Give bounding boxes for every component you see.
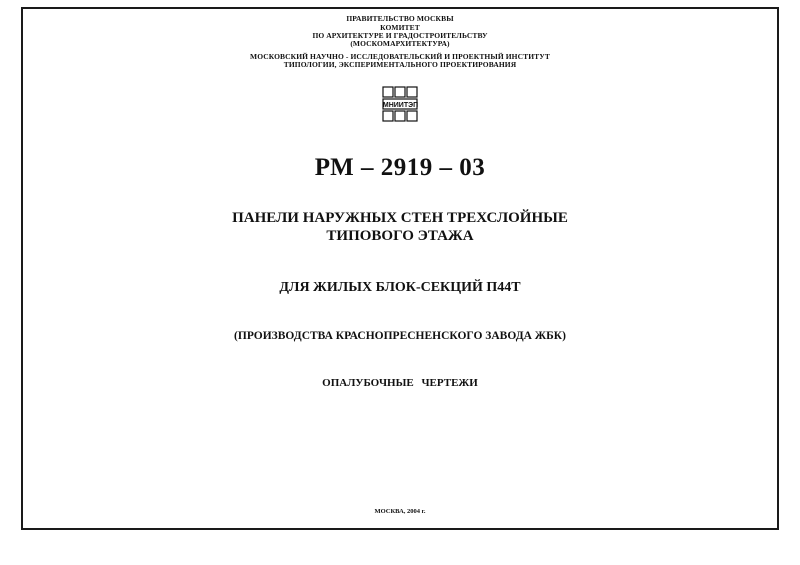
logo-text: МНИИТЭП [382,102,419,109]
manufacturer-note: (ПРОИЗВОДСТВА КРАСНОПРЕСНЕНСКОГО ЗАВОДА ЖБК) [234,330,566,342]
document-title-line2: ТИПОВОГО ЭТАЖА [326,228,474,244]
government-name: ПРАВИТЕЛЬСТВО МОСКВЫ [346,14,454,23]
institute-logo-icon [382,86,419,123]
committee-label: КОМИТЕТ [380,23,420,32]
document-subtitle: ДЛЯ ЖИЛЫХ БЛОК-СЕКЦИЙ П44Т [279,280,521,295]
institute-name-line1: МОСКОВСКИЙ НАУЧНО - ИССЛЕДОВАТЕЛЬСКИЙ И ПРОЕКТНЫЙ ИНСТИТУТ [250,52,550,61]
drawings-type: ОПАЛУБОЧНЫЕ ЧЕРТЕЖИ [322,377,478,389]
city-year: МОСКВА, 2004 г. [374,508,426,515]
committee-abbreviation: (МОСКОМАРХИТЕКТУРА) [350,39,450,48]
document-code: РМ – 2919 – 03 [314,154,486,181]
institute-name-line2: ТИПОЛОГИИ, ЭКСПЕРИМЕНТАЛЬНОГО ПРОЕКТИРОВАНИЯ [283,60,517,69]
committee-scope: ПО АРХИТЕКТУРЕ И ГРАДОСТРОИТЕЛЬСТВУ [312,31,488,40]
document-title-line1: ПАНЕЛИ НАРУЖНЫХ СТЕН ТРЕХСЛОЙНЫЕ [232,210,568,226]
